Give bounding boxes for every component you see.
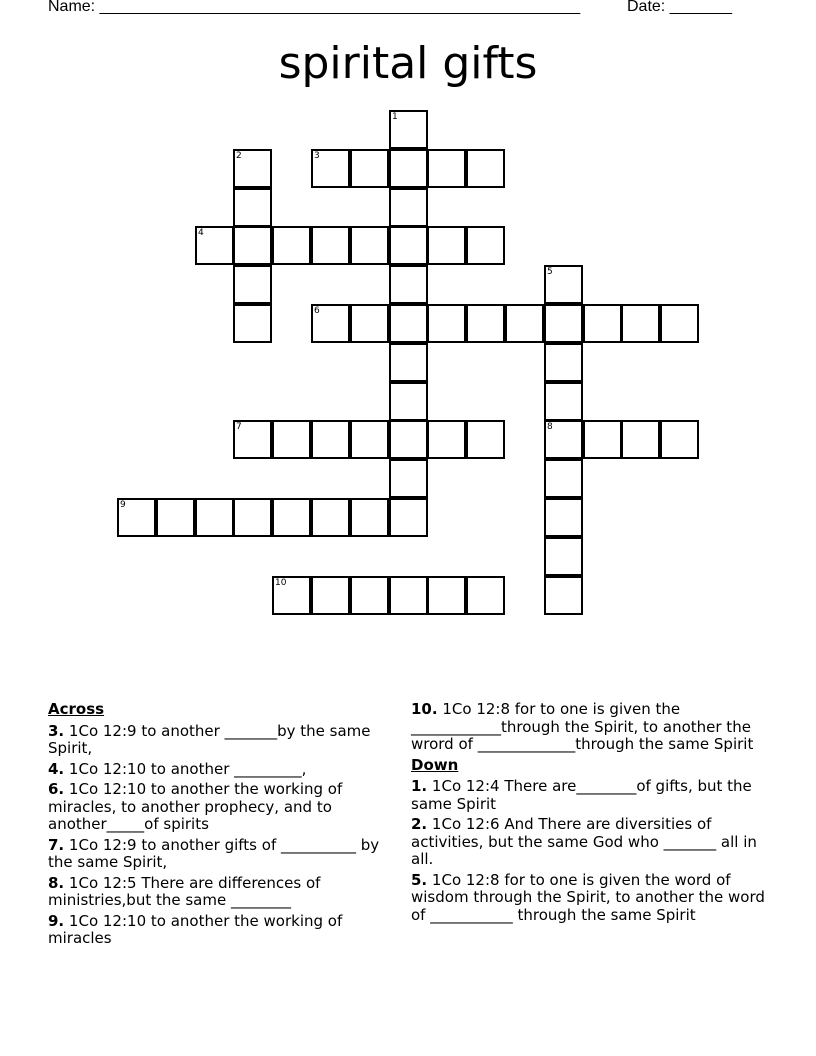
grid-cell[interactable] [350,576,389,615]
clue-across-4 [48,761,388,779]
clue-text: 1Co 12:8 for to one is given the ____________through the Spirit, to another the wrord of _____________through the same Spirit [411,700,754,753]
clue-down-2 [411,816,781,869]
grid-cell[interactable] [389,226,428,265]
clue-text: 1Co 12:4 There are________of gifts, but the same Spirit [411,777,752,813]
grid-cell[interactable] [350,420,389,459]
grid-cell[interactable] [466,149,505,188]
clue-number-label: 5 [547,267,553,277]
clue-down-1 [411,778,781,813]
clue-number-label: 8 [547,422,553,432]
grid-cell[interactable] [389,382,428,421]
grid-cell[interactable] [389,420,428,459]
grid-cell[interactable] [311,226,350,265]
grid-cell[interactable] [233,188,272,227]
clue-across-10 [411,701,781,754]
grid-cell[interactable] [427,420,466,459]
clue-number: 9. [48,911,65,930]
grid-cell[interactable] [544,382,583,421]
grid-cell[interactable] [427,226,466,265]
grid-cell[interactable] [389,459,428,498]
grid-cell[interactable] [544,537,583,576]
grid-cell[interactable] [233,498,272,537]
clue-number: 8. [48,873,65,892]
grid-cell[interactable] [427,576,466,615]
clue-number-label: 2 [236,151,242,161]
grid-cell[interactable] [233,420,272,459]
grid-cell[interactable] [389,110,428,149]
grid-cell[interactable] [272,498,311,537]
grid-cell[interactable] [544,498,583,537]
grid-cell[interactable] [389,304,428,343]
grid-cell[interactable] [389,188,428,227]
grid-cell[interactable] [466,304,505,343]
grid-cell[interactable] [311,304,350,343]
grid-cell[interactable] [544,265,583,304]
grid-cell[interactable] [350,304,389,343]
clue-text: 1Co 12:10 to another the working of miracles [48,911,343,947]
grid-cell[interactable] [621,420,660,459]
clue-text: 1Co 12:9 to another _______by the same Spirit, [48,721,371,757]
clue-number-label: 10 [275,578,287,588]
grid-cell[interactable] [427,304,466,343]
clue-number-label: 6 [314,306,320,316]
clue-text: 1Co 12:5 There are differences of ministries,but the same ________ [48,873,321,909]
grid-cell[interactable] [466,420,505,459]
grid-cell[interactable] [583,420,622,459]
grid-cell[interactable] [660,420,699,459]
grid-cell[interactable] [233,304,272,343]
clue-across-7 [48,837,388,872]
grid-cell[interactable] [311,149,350,188]
date-field[interactable]: Date: _______ [627,0,732,15]
grid-cell[interactable] [660,304,699,343]
clue-number: 1. [411,777,428,795]
clue-number-label: 4 [198,228,204,238]
clue-across-8 [48,875,388,910]
clue-number-label: 3 [314,151,320,161]
grid-cell[interactable] [389,149,428,188]
grid-cell[interactable] [233,149,272,188]
page-title: spirital gifts [278,38,538,89]
grid-cell[interactable] [544,343,583,382]
grid-cell[interactable] [427,149,466,188]
clue-number-label: 9 [120,500,126,510]
clue-text: 1Co 12:8 for to one is given the word of wisdom through the Spirit, to another the word of ___________ through the same Spirit [411,870,765,924]
grid-cell[interactable] [311,420,350,459]
grid-cell[interactable] [272,226,311,265]
grid-cell[interactable] [311,576,350,615]
grid-cell[interactable] [272,420,311,459]
clue-text: 1Co 12:9 to another gifts of __________ by the same Spirit, [48,835,380,871]
clue-across-3 [48,723,388,758]
grid-cell[interactable] [117,498,156,537]
clue-number-label: 7 [236,422,242,432]
clue-down-5 [411,872,781,925]
clue-number-label: 1 [392,112,398,122]
clues-left-column [48,701,388,951]
clue-text: 1Co 12:10 to another _________, [68,759,307,778]
grid-cell[interactable] [233,226,272,265]
grid-cell[interactable] [195,498,234,537]
grid-cell[interactable] [350,226,389,265]
clue-number: 5. [411,870,428,889]
grid-cell[interactable] [544,459,583,498]
clue-text: 1Co 12:10 to another the working of miracles, to another prophecy, and to another_____of spirits [48,780,343,833]
grid-cell[interactable] [195,226,234,265]
clue-number: 6. [48,780,65,798]
grid-cell[interactable] [156,498,195,537]
clue-text: 1Co 12:6 And There are diversities of activities, but the same God who _______ all in all. [411,815,757,868]
grid-cell[interactable] [544,576,583,615]
grid-cell[interactable] [311,498,350,537]
grid-cell[interactable] [233,265,272,304]
clue-number: 7. [48,835,65,854]
clue-number: 10. [411,700,438,718]
grid-cell[interactable] [389,498,428,537]
name-field[interactable]: Name: ______________________________________________________ [48,0,581,15]
grid-cell[interactable] [272,576,311,615]
down-heading: Down [411,755,459,774]
clue-number: 2. [411,815,428,833]
grid-cell[interactable] [544,304,583,343]
grid-cell[interactable] [350,149,389,188]
grid-cell[interactable] [389,343,428,382]
grid-cell[interactable] [350,498,389,537]
grid-cell[interactable] [389,265,428,304]
clue-number: 4. [48,759,65,778]
grid-cell[interactable] [544,420,583,459]
grid-cell[interactable] [621,304,660,343]
clues-right-column [411,701,781,927]
clue-across-6 [48,781,388,834]
grid-cell[interactable] [505,304,544,343]
grid-cell[interactable] [466,576,505,615]
grid-cell[interactable] [389,576,428,615]
grid-cell[interactable] [583,304,622,343]
clue-across-9 [48,913,388,948]
clue-number: 3. [48,721,65,740]
across-heading: Across [48,700,105,718]
grid-cell[interactable] [466,226,505,265]
